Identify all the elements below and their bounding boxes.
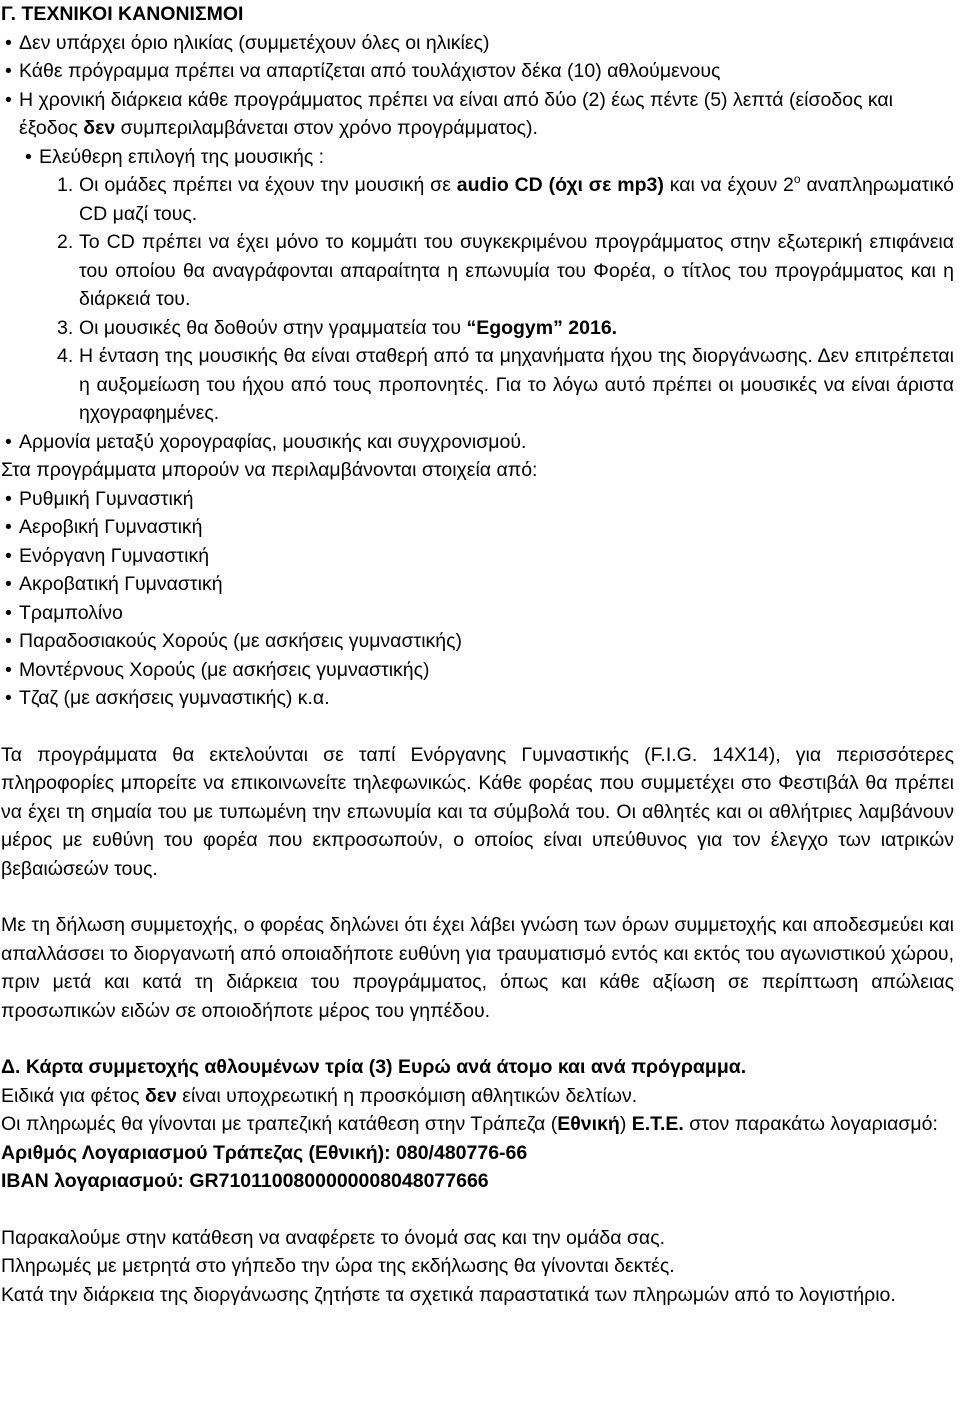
rule-duration: • Η χρονική διάρκεια κάθε προγράμματος πρέπει να είναι από δύο (2) έως πέντε (5) λεπτά (είσοδος και έξοδος δεν συμπεριλαμβάνεται στον χρόνο προγράμματος).: [1, 86, 954, 143]
bank-account-number: Αριθμός Λογαριασμού Τράπεζας (Εθνική): 080/480776-66: [1, 1141, 528, 1164]
note-cash-payment: Πληρωμές με μετρητά στο γήπεδο την ώρα της εκδήλωσης θα γίνονται δεκτές.: [1, 1255, 675, 1277]
element-item: • Μοντέρνους Χορούς (με ασκήσεις γυμναστικής): [1, 656, 954, 685]
section-heading: Γ. ΤΕΧΝΙΚΟΙ ΚΑΝΟΝΙΣΜΟΙ: [1, 3, 244, 25]
card-line-2: Οι πληρωμές θα γίνονται με τραπεζική κατάθεση στην Τράπεζα (Εθνική) Ε.Τ.Ε. στον παρακάτω λογαριασμό:: [1, 1113, 938, 1135]
card-line-1: Ειδικά για φέτος δεν είναι υποχρεωτική η προσκόμιση αθλητικών δελτίων.: [1, 1084, 638, 1107]
harmony-rule: • Αρμονία μεταξύ χορογραφίας, μουσικής και συγχρονισμού.: [1, 428, 954, 457]
element-item: • Παραδοσιακούς Χορούς (με ασκήσεις γυμναστικής): [1, 627, 954, 656]
rule-min-athletes: • Κάθε πρόγραμμα πρέπει να απαρτίζεται από τουλάχιστον δέκα (10) αθλούμενους: [1, 57, 954, 86]
music-item-2: 2. Το CD πρέπει να έχει μόνο το κομμάτι του συγκεκριμένου προγράμματος στην εξωτερική επιφάνεια του οποίου θα αναγράφονται απαραίτητα η επωνυμία του Φορέα, ο τίτλος του προγράμματος και η διάρκειά του.: [57, 231, 954, 310]
music-title: • Ελεύθερη επιλογή της μουσικής :: [1, 143, 954, 172]
element-item: • Τραμπολίνο: [1, 599, 954, 628]
element-item: • Ρυθμική Γυμναστική: [1, 485, 954, 514]
paragraph-liability: Με τη δήλωση συμμετοχής, ο φορέας δηλώνει ότι έχει λάβει γνώση των όρων συμμετοχής και αποδεσμεύει και απαλλάσσει το διοργανωτή από οποιαδήποτε ευθύνη για τραυματισμό εντός και εκτός του αγωνιστικού χώρου, πριν μετά και κατά τη διάρκεια του προγράμματος, όπως και κάθε αξίωση σε περίπτωση απώλειας προσωπικών ειδών σε οποιοδήποτε μέρος του γηπέδου.: [1, 914, 954, 1022]
element-item: • Αεροβική Γυμναστική: [1, 513, 954, 542]
music-item-4: 4. Η ένταση της μουσικής θα είναι σταθερή από τα μηχανήματα ήχου της διοργάνωσης. Δεν επιτρέπεται η αυξομείωση του ήχου από τους προπονητές. Για το λόγω αυτό πρέπει οι μουσικές να είναι άριστα ηχογραφημένες.: [57, 345, 954, 424]
element-item: • Ακροβατική Γυμναστική: [1, 570, 954, 599]
note-deposit-name: Παρακαλούμε στην κατάθεση να αναφέρετε το όνομά σας και την ομάδα σας.: [1, 1226, 666, 1249]
elements-intro: Στα προγράμματα μπορούν να περιλαμβάνονται στοιχεία από:: [1, 459, 538, 481]
element-item: • Ενόργανη Γυμναστική: [1, 542, 954, 571]
music-item-3: 3. Οι μουσικές θα δοθούν στην γραμματεία του “Egogym” 2016.: [57, 316, 618, 339]
note-receipts: Κατά την διάρκεια της διοργάνωσης ζητήστε τα σχετικά παραστατικά των πληρωμών από το λογιστήριο.: [1, 1283, 896, 1306]
card-title: Δ. Κάρτα συμμετοχής αθλουμένων τρία (3) Ευρώ ανά άτομο και ανά πρόγραμμα.: [1, 1056, 747, 1078]
music-item-1: 1. Οι ομάδες πρέπει να έχουν την μουσική σε audio CD (όχι σε mp3) και να έχουν $2^o$ αναπληρωματικό CD μαζί τους.: [57, 171, 955, 225]
iban: IBAN λογαριασμού: GR7101100800000008048077666: [1, 1170, 489, 1192]
element-item: • Τζαζ (με ασκήσεις γυμναστικής) κ.α.: [1, 684, 954, 713]
paragraph-mat-info: Τα προγράμματα θα εκτελούνται σε ταπί Ενόργανης Γυμναστικής (F.I.G. 14X14), για περισσότερες πληροφορίες μπορείτε να επικοινωνείτε τηλεφωνικώς. Κάθε φορέας που συμμετέχει στο Φεστιβάλ θα πρέπει να έχει τη σημαία του με τυπωμένη την επωνυμία και τα σύμβολά του. Οι αθλητές και οι αθλήτριες λαμβάνουν μέρος με ευθύνη του φορέα που εκπροσωπούν, ο οποίος είναι υπεύθυνος για τον έλεγχο των ιατρικών βεβαιώσεών τους.: [1, 743, 954, 880]
rule-age: • Δεν υπάρχει όριο ηλικίας (συμμετέχουν όλες οι ηλικίες): [1, 29, 954, 58]
